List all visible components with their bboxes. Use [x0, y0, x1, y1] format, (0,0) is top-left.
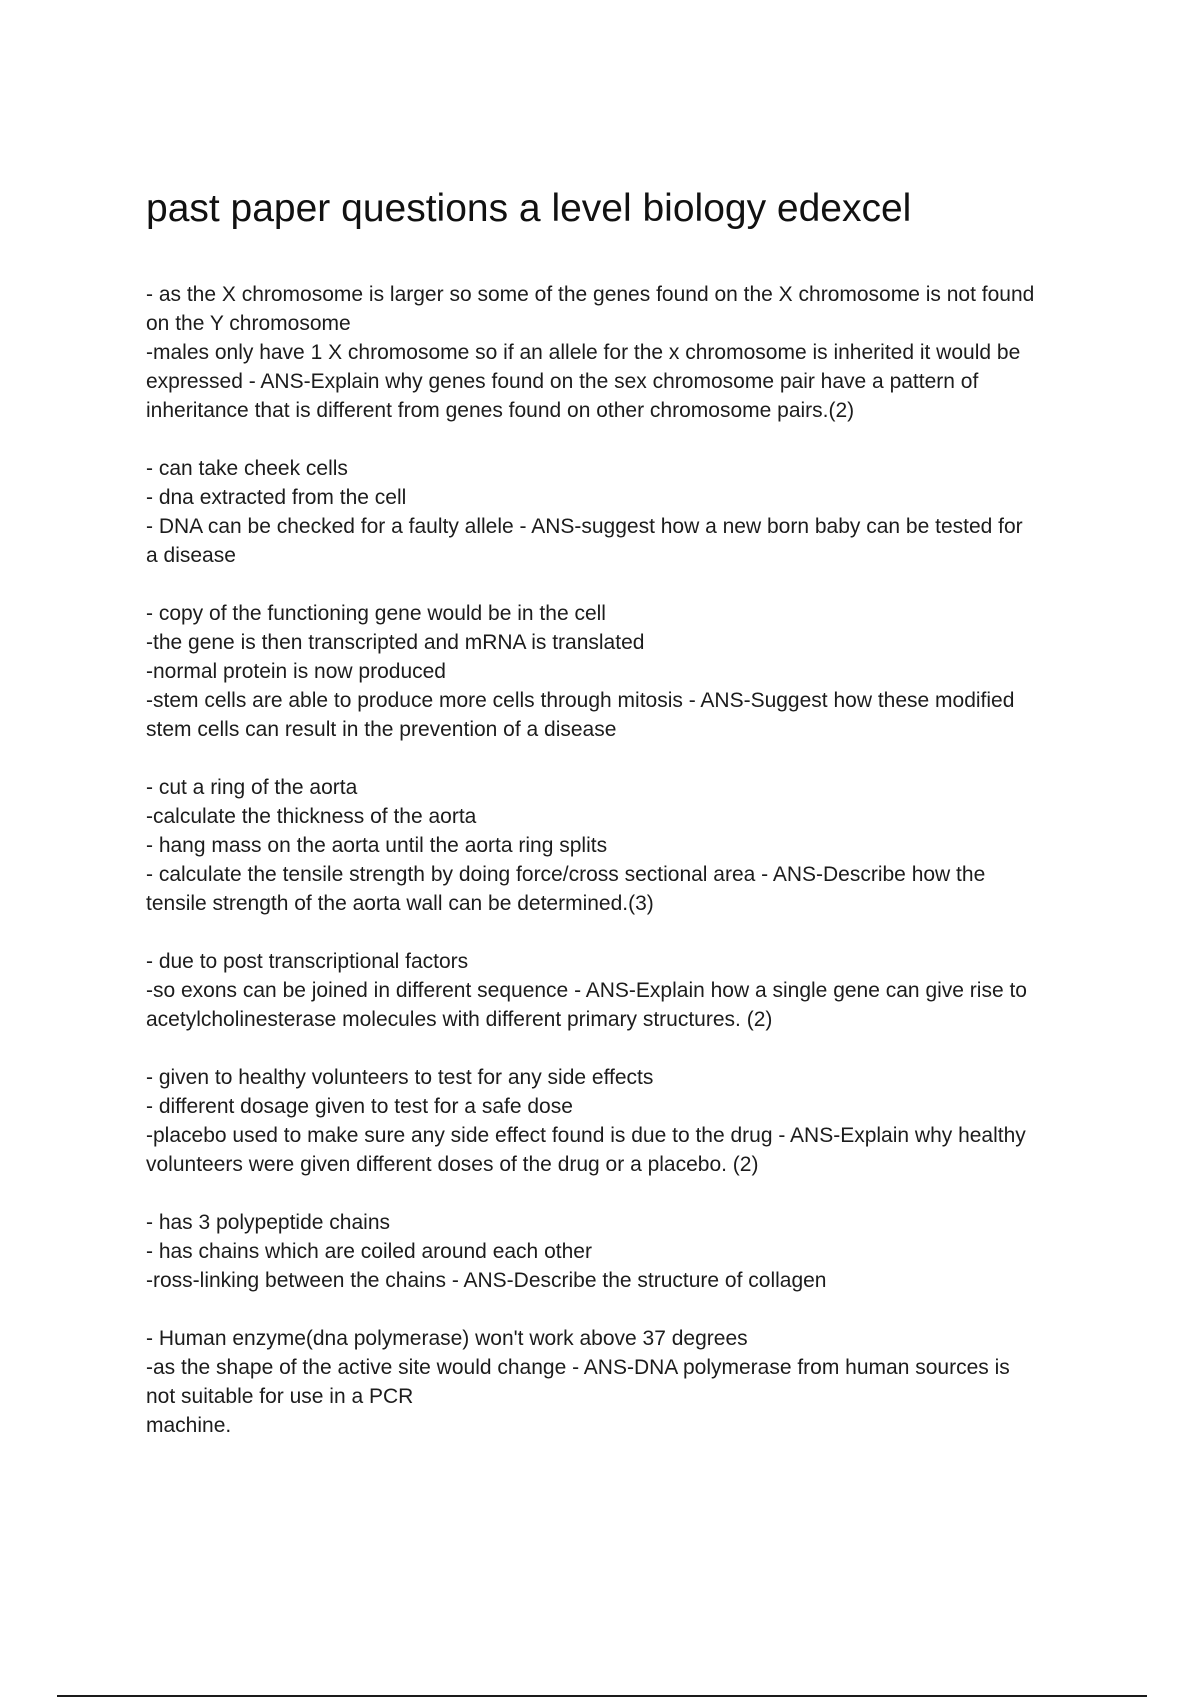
text-line: not suitable for use in a PCR — [146, 1385, 414, 1408]
footer-divider — [57, 1695, 1147, 1697]
text-line: - as the X chromosome is larger so some of the genes found on the X chromosome is not found — [146, 283, 1035, 306]
text-line: - hang mass on the aorta until the aorta ring splits — [146, 834, 608, 857]
text-line: - has chains which are coiled around each other — [146, 1240, 592, 1263]
qa-block — [146, 454, 1086, 570]
text-line: - calculate the tensile strength by doing force/cross sectional area - ANS-Describe how the — [146, 863, 986, 886]
text-line: machine. — [146, 1414, 232, 1437]
text-line: - different dosage given to test for a safe dose — [146, 1095, 573, 1118]
qa-block — [146, 1063, 1086, 1179]
text-line: - can take cheek cells — [146, 457, 348, 480]
text-line: on the Y chromosome — [146, 312, 351, 335]
text-line: expressed - ANS-Explain why genes found on the sex chromosome pair have a pattern of — [146, 370, 979, 393]
page-title: past paper questions a level biology edexcel — [146, 187, 912, 230]
text-line: a disease — [146, 544, 236, 567]
qa-block — [146, 773, 1086, 918]
text-line: - due to post transcriptional factors — [146, 950, 469, 973]
text-line: - DNA can be checked for a faulty allele - ANS-suggest how a new born baby can be tested for — [146, 515, 1023, 538]
text-line: - copy of the functioning gene would be in the cell — [146, 602, 606, 625]
text-line: -the gene is then transcripted and mRNA is translated — [146, 631, 645, 654]
qa-block — [146, 1208, 1086, 1295]
qa-block — [146, 599, 1086, 744]
text-line: - cut a ring of the aorta — [146, 776, 358, 799]
text-line: -placebo used to make sure any side effect found is due to the drug - ANS-Explain why healthy — [146, 1124, 1026, 1147]
qa-block — [146, 1324, 1086, 1440]
qa-block — [146, 280, 1086, 425]
text-line: volunteers were given different doses of the drug or a placebo. (2) — [146, 1153, 759, 1176]
text-line: inheritance that is different from genes found on other chromosome pairs.(2) — [146, 399, 855, 422]
text-line: -so exons can be joined in different sequence - ANS-Explain how a single gene can give rise to — [146, 979, 1027, 1002]
text-line: - given to healthy volunteers to test for any side effects — [146, 1066, 654, 1089]
text-line: - has 3 polypeptide chains — [146, 1211, 390, 1234]
text-line: -calculate the thickness of the aorta — [146, 805, 477, 828]
text-line: -stem cells are able to produce more cells through mitosis - ANS-Suggest how these modified — [146, 689, 1015, 712]
text-line: - Human enzyme(dna polymerase) won't work above 37 degrees — [146, 1327, 748, 1350]
text-line: acetylcholinesterase molecules with different primary structures. (2) — [146, 1008, 773, 1031]
text-line: -males only have 1 X chromosome so if an allele for the x chromosome is inherited it would be — [146, 341, 1021, 364]
text-line: tensile strength of the aorta wall can be determined.(3) — [146, 892, 654, 915]
text-line: -ross-linking between the chains - ANS-Describe the structure of collagen — [146, 1269, 827, 1292]
qa-block — [146, 947, 1086, 1034]
text-line: stem cells can result in the prevention of a disease — [146, 718, 617, 741]
text-line: - dna extracted from the cell — [146, 486, 407, 509]
text-line: -normal protein is now produced — [146, 660, 446, 683]
document-body — [146, 280, 1086, 1469]
text-line: -as the shape of the active site would change - ANS-DNA polymerase from human sources is — [146, 1356, 1010, 1379]
